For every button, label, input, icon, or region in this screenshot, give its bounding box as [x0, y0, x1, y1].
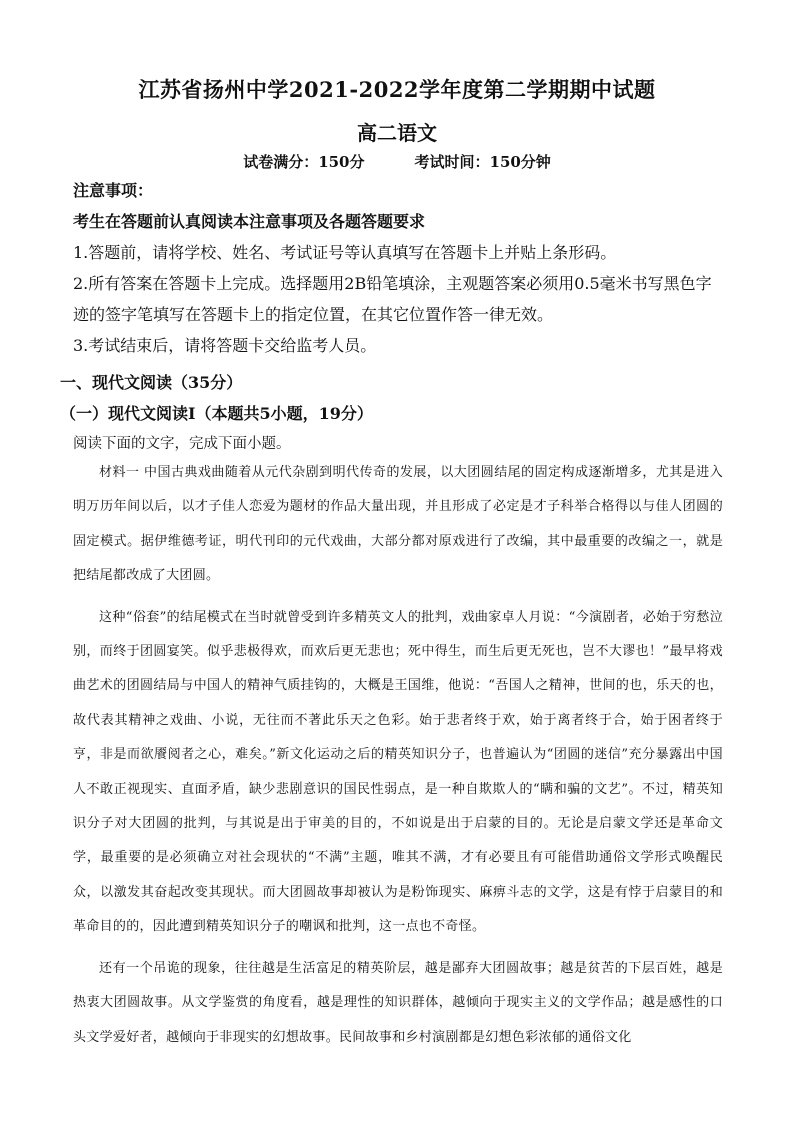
section-title: 一、现代文阅读（35分）: [60, 373, 243, 392]
reading-instruction: 阅读下面的文字，完成下面小题。: [73, 436, 291, 452]
exam-time: 考试时间：150分钟: [414, 153, 551, 171]
notice-line: 考生在答题前认真阅读本注意事项及各题答题要求: [73, 212, 426, 231]
notice-line: 1.答题前，请将学校、姓名、考试证号等认真填写在答题卡上并贴上条形码。: [73, 243, 617, 262]
full-score: 试卷满分：150分: [243, 153, 365, 171]
paragraph: 还有一个吊诡的现象，往往越是生活富足的精英阶层，越是鄙弃大团圆故事；越是贫苦的下层百姓，越是热衷大团圆故事。从文学鉴赏的角度看，越是理性的知识群体，越倾向于现实主义的文学作品；越是感性的口头文学爱好者，越倾向于非现实的幻想故事。民间故事和乡村演剧都是幻想色彩浓郁的通俗文化: [73, 960, 723, 1045]
notice-heading: 注意事项：: [73, 181, 154, 200]
exam-meta: [0, 151, 794, 172]
reading-passage: [73, 456, 723, 1055]
part-title: （一）现代文阅读Ⅰ（本题共5小题，19分）: [60, 404, 373, 423]
paragraph: 材料一 中国古典戏曲随着从元代杂剧到明代传奇的发展，以大团圆结尾的固定构成逐渐增多，尤其是进入明万历年间以后，以才子佳人恋爱为题材的作品大量出现，并且形成了必定是才子科举合格得以与佳人团圆的固定模式。据伊维德考证，明代刊印的元代戏曲，大部分都对原戏进行了改编，其中最重要的改编之一，就是把结尾都改成了大团圆。: [73, 465, 723, 584]
exam-subject: 高二语文: [357, 121, 437, 145]
notice-line: 2.所有答案在答题卡上完成。选择题用2B铅笔填涂，主观题答案必须用0.5毫米书写黑色字迹的签字笔填写在答题卡上的指定位置，在其它位置作答一律无效。: [73, 274, 712, 324]
paragraph: 这种“俗套”的结尾模式在当时就曾受到许多精英文人的批判，戏曲家卓人月说：“今演剧者，必始于穷愁泣别，而终于团圆宴笑。似乎悲极得欢，而欢后更无悲也；死中得生，而生后更无死也，岂不大谬也！”最早将戏曲艺术的团圆结局与中国人的精神气质挂钩的，大概是王国维，他说：“吾国人之精神，世间的也，乐天的也，故代表其精神之戏曲、小说，无往而不著此乐天之色彩。始于悲者终于欢，始于离者终于合，始于困者终于亨，非是而欲餍阅者之心，难矣。”新文化运动之后的精英知识分子，也普遍认为“团圆的迷信”充分暴露出中国人不敢正视现实、直面矛盾，缺少悲剧意识的国民性弱点，是一种自欺欺人的“瞒和骗的文艺”。不过，精英知识分子对大团圆的批判，与其说是出于审美的目的，不如说是出于启蒙的目的。无论是启蒙文学还是革命文学，最重要的是必须确立对社会现状的“不满”主题，唯其不满，才有必要且有可能借助通俗文学形式唤醒民众，以激发其奋起改变其现状。而大团圆故事却被认为是粉饰现实、麻痹斗志的文学，这是有悖于启蒙目的和革命目的的，因此遭到精英知识分子的嘲讽和批判，这一点也不奇怪。: [73, 609, 723, 935]
notice-line: 3.考试结束后，请将答题卡交给监考人员。: [73, 336, 377, 355]
exam-title: 江苏省扬州中学2021-2022学年度第二学期期中试题: [138, 77, 656, 102]
notice-block: [73, 175, 723, 361]
